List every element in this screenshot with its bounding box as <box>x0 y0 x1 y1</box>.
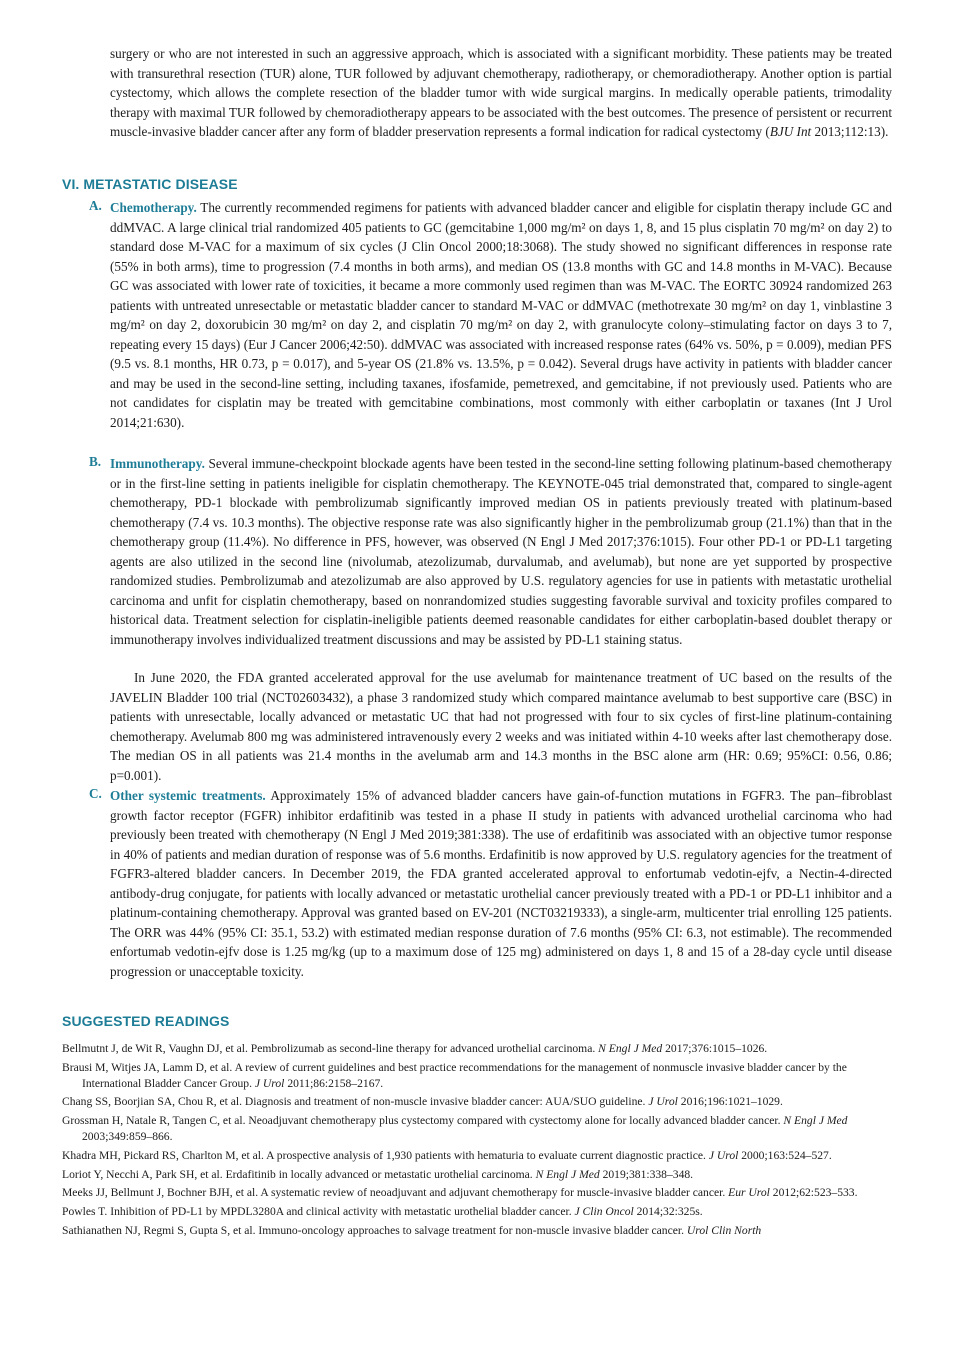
subsection-title-other-systemic: Other systemic treatments. <box>110 788 266 803</box>
intro-citation: BJU Int <box>769 124 812 139</box>
subsection-chemotherapy: Chemotherapy. The currently recommended regimens for patients with advanced bladder cancer and eligible for cisplatin therapy include GC and ddMVAC. A large clinical trial randomized 405 patients to GC (gemcitabine 1,000 mg/m² on days 1, 8, and 15 plus cisplatin 70 mg/m² on day 2) to standard dose M-VAC for a maximum of six cycles (J Clin Oncol 2000;18:3068). The study showed no significant differences in response rate (55% in both arms), time to progression (7.4 months in both arms), and median OS (13.8 months with GC and 14.8 months in M-VAC). Because GC was associated with lower rate of toxicities, it became a more commonly used regimen than was M-VAC. The EORTC 30924 randomized 263 patients with untreated unresectable or metastatic bladder cancer to standard M-VAC or ddMVAC (methotrexate 30 mg/m² on day 1, vinblastine 3 mg/m² on day 2, doxorubicin 30 mg/m² on day 2, and cisplatin 70 mg/m² on day 2, with granulocyte colony–stimulating factor on days 3 to 7, repeating every 15 days) (Eur J Cancer 2006;42:50). ddMVAC was associated with increased response rates (64% vs. 50%, p = 0.009), median PFS (9.5 vs. 8.1 months, HR 0.73, p = 0.017), and 5-year OS (21.8% vs. 13.5%, p = 0.042). Several drugs have activity in patients with bladder cancer and may be used in the second-line setting, including taxanes, ifosfamide, pemetrexed, and gemcitabine, if not previously used. Patients who are not candidates for cisplatin may be treated with gemcitabine combinations, most commonly with either carboplatin or taxanes (Int J Urol 2014;21:630). <box>110 200 892 430</box>
section-heading-metastatic-disease: VI. METASTATIC DISEASE <box>62 176 238 192</box>
reference-list <box>62 1041 882 1242</box>
reference-item: Powles T. Inhibition of PD-L1 by MPDL3280A and clinical activity with metastatic urothelial bladder cancer. J Clin Oncol 2014;32:325s. <box>62 1205 703 1219</box>
subsection-title-chemotherapy: Chemotherapy. <box>110 200 197 215</box>
section-heading-suggested-readings: SUGGESTED READINGS <box>62 1013 230 1029</box>
reference-item: Grossman H, Natale R, Tangen C, et al. Neoadjuvant chemotherapy plus cystectomy compared with cystectomy alone for locally advanced bladder cancer. N Engl J Med 2003;349:859–866. <box>62 1114 848 1143</box>
reference-item: Loriot Y, Necchi A, Park SH, et al. Erdafitinib in locally advanced or metastatic urothelial carcinoma. N Engl J Med 2019;381:338–348. <box>62 1167 694 1181</box>
reference-item: Meeks JJ, Bellmunt J, Bochner BJH, et al. A systematic review of neoadjuvant and adjuvant chemotherapy for muscle-invasive bladder cancer. Eur Urol 2012;62:523–533. <box>62 1186 858 1200</box>
subsection-title-immunotherapy: Immunotherapy. <box>110 456 205 471</box>
reference-item: Bellmutnt J, de Wit R, Vaughn DJ, et al. Pembrolizumab as second-line therapy for advanced urothelial carcinoma. N Engl J Med 2017;376:1015–1026. <box>62 1042 768 1055</box>
subsection-letter-b: B. <box>89 454 102 469</box>
intro-paragraph: surgery or who are not interested in such an aggressive approach, which is associated with a significant morbidity. These patients may be treated with transurethral resection (TUR) alone, TUR followed by adjuvant chemotherapy, radiotherapy, or chemoradiotherapy. Another option is partial cystectomy, which allows the complete resection of the bladder tumor with wide surgical margins. In medically operable patients, trimodality therapy with maximal TUR followed by chemoradiotherapy appears to be associated with the best outcomes. The presence of persistent or recurrent muscle-invasive bladder cancer after any form of bladder preservation represents a formal indication for radical cystectomy (BJU Int 2013;112:13). <box>110 46 892 139</box>
subsection-immunotherapy: Immunotherapy. Several immune-checkpoint blockade agents have been tested in the second-line setting following platinum-based chemotherapy or in the first-line setting in patients ineligible for cisplatin chemotherapy. The KEYNOTE-045 trial demonstrated that, compared to single-agent chemotherapy, PD-1 blockade with pembrolizumab significantly improved median OS in patients previously treated with platinum-based chemotherapy (7.4 vs. 10.3 months). The objective response rate was also significantly higher in the pembrolizumab group (21.1%) than that in the chemotherapy group (11.4%). No difference in PFS, however, was observed (N Engl J Med 2017;376:1015). Four other PD-1 or PD-L1 targeting agents are also utilized in the second line (nivolumab, atezolizumab, durvalumab, and avelumab), but none are yet supported by prospective randomized studies. Pembrolizumab and atezolizumab are also approved by U.S. regulatory agencies for use in patients with metastatic urothelial carcinoma and unfit for cisplatin chemotherapy, based on nonrandomized studies suggesting favorable survival and toxicity profiles compared to historical data. Treatment selection for cisplatin-ineligible patients deemed reasonable candidates for either carboplatin-based doublet therapy or immunotherapy involves individualized treatment discussions and may be assisted by PD-L1 staining status. <box>110 456 892 647</box>
reference-item: Chang SS, Boorjian SA, Chou R, et al. Diagnosis and treatment of non-muscle invasive bladder cancer: AUA/SUO guideline. J Urol 2016;196:1021–1029. <box>62 1095 783 1109</box>
subsection-other-systemic-treatments: Other systemic treatments. Approximately 15% of advanced bladder cancers have gain-of-function mutations in FGFR3. The pan–fibroblast growth factor receptor (FGFR) inhibitor erdafitinib was tested in a phase II study in patients with advanced urothelial carcinoma who had previously been treated with chemotherapy (N Engl J Med 2019;381:338). The use of erdafitinib was associated with an objective tumor response in 40% of patients and median duration of response was of 5.6 months. Erdafinitib is now approved by U.S. regulatory agencies for the treatment of FGFR3-altered bladder cancers. In December 2019, the FDA granted accelerated approval to enfortumab vedotin-ejfv, a Nectin-4-directed antibody-drug conjugate, for patients with locally advanced or metastatic urothelial cancer previously treated with a PD-1 or PD-L1 inhibitor and a platinum-containing chemotherapy. Approval was granted based on EV-201 (NCT03219333), a single-arm, multicenter trial enrolling 125 patients. The ORR was 44% (95% CI: 35.1, 53.2) with estimated median response duration of 7.6 months (95% CI: 6.3, not estimable). The recommended enfortumab vedotin-ejfv dose is 1.25 mg/kg (up to a maximum dose of 125 mg) administered on days 1, 8 and 15 of a 28-day cycle until disease progression or unacceptable toxicity. <box>110 788 892 979</box>
subsection-letter-c: C. <box>89 786 102 801</box>
subsection-letter-a: A. <box>89 198 102 213</box>
reference-item: Khadra MH, Pickard RS, Charlton M, et al. A prospective analysis of 1,930 patients with hematuria to evaluate current diagnostic practice. J Urol 2000;163:524–527. <box>62 1148 832 1162</box>
immunotherapy-paragraph-2: In June 2020, the FDA granted accelerated approval for the use avelumab for maintenance treatment of UC based on the results of the JAVELIN Bladder 100 trial (NCT02603432), a phase 3 randomized study which compared maintance avelumab to best supportive care (BSC) in patients with unresectable, locally advanced or metastatic UC that had not progressed with four to six cycles of first-line platinum-containing chemotherapy. Avelumab 800 mg was administered intravenously every 2 weeks and was initiated within 4-10 weeks after last chemotherapy dose. The median OS in all patients was 21.4 months in the avelumab arm and 14.3 months in the BSC alone arm (HR: 0.69; 95%CI: 0.56, 0.86; p=0.001). <box>110 670 892 783</box>
reference-item: Sathianathen NJ, Regmi S, Gupta S, et al. Immuno-oncology approaches to salvage treatment for non-muscle invasive bladder cancer. Urol Clin North <box>62 1223 762 1237</box>
reference-item: Brausi M, Witjes JA, Lamm D, et al. A review of current guidelines and best practice recommendations for the management of nonmuscle invasive bladder cancer by the International Bladder Cancer Group. J Urol 2011;86:2158–2167. <box>62 1060 847 1090</box>
